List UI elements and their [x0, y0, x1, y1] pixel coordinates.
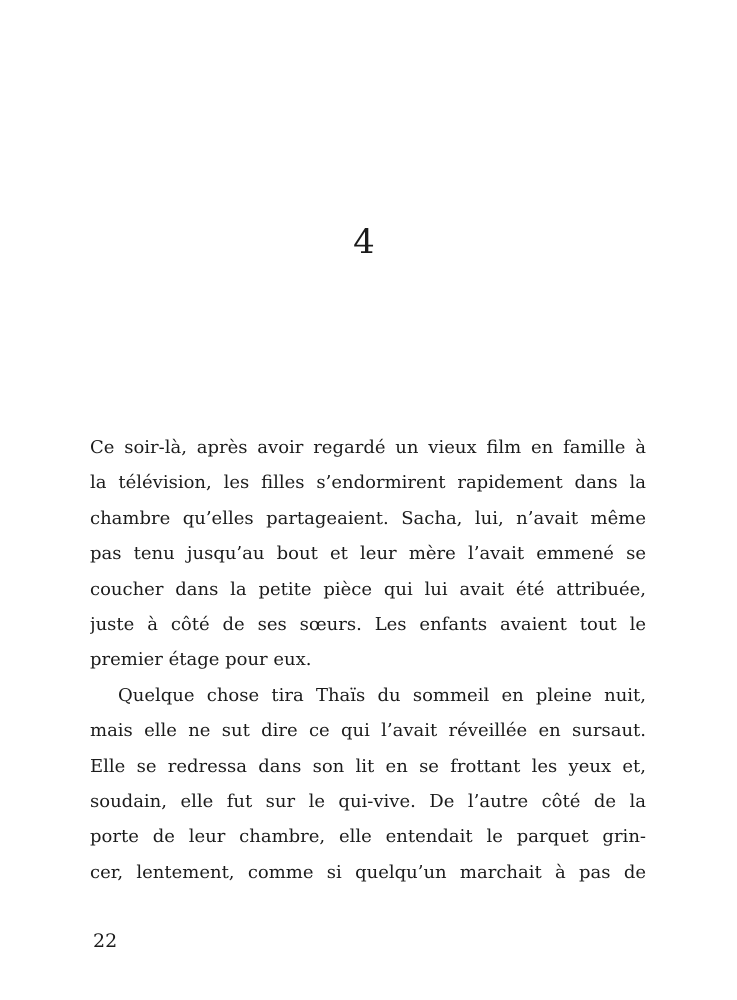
body-text [90, 430, 646, 890]
body-line: cer, lentement, comme si quelqu’un marchait à pas de [90, 861, 646, 883]
body-line: mais elle ne sut dire ce qui l’avait réveillée en sursaut. [90, 720, 646, 742]
body-line: coucher dans la petite pièce qui lui avait été attribuée, [90, 578, 646, 600]
body-line: pas tenu jusqu’au bout et leur mère l’avait emmené se [90, 543, 646, 565]
body-line: juste à côté de ses sœurs. Les enfants avaient tout le [90, 613, 646, 635]
body-line: porte de leur chambre, elle entendait le parquet grin- [90, 826, 646, 848]
body-line: Ce soir-là, après avoir regardé un vieux film en famille à [90, 437, 646, 458]
body-line: premier étage pour eux. [90, 649, 312, 671]
body-line: Quelque chose tira Thaïs du sommeil en pleine nuit, [118, 684, 646, 706]
page-number: 22 [93, 930, 118, 952]
chapter-number: 4 [353, 222, 375, 262]
body-line: Elle se redressa dans son lit en se frottant les yeux et, [90, 755, 646, 777]
body-line: soudain, elle fut sur le qui-vive. De l’autre côté de la [90, 790, 646, 812]
body-line: chambre qu’elles partageaient. Sacha, lui, n’avait même [90, 507, 646, 529]
body-line: la télévision, les filles s’endormirent rapidement dans la [90, 472, 646, 494]
